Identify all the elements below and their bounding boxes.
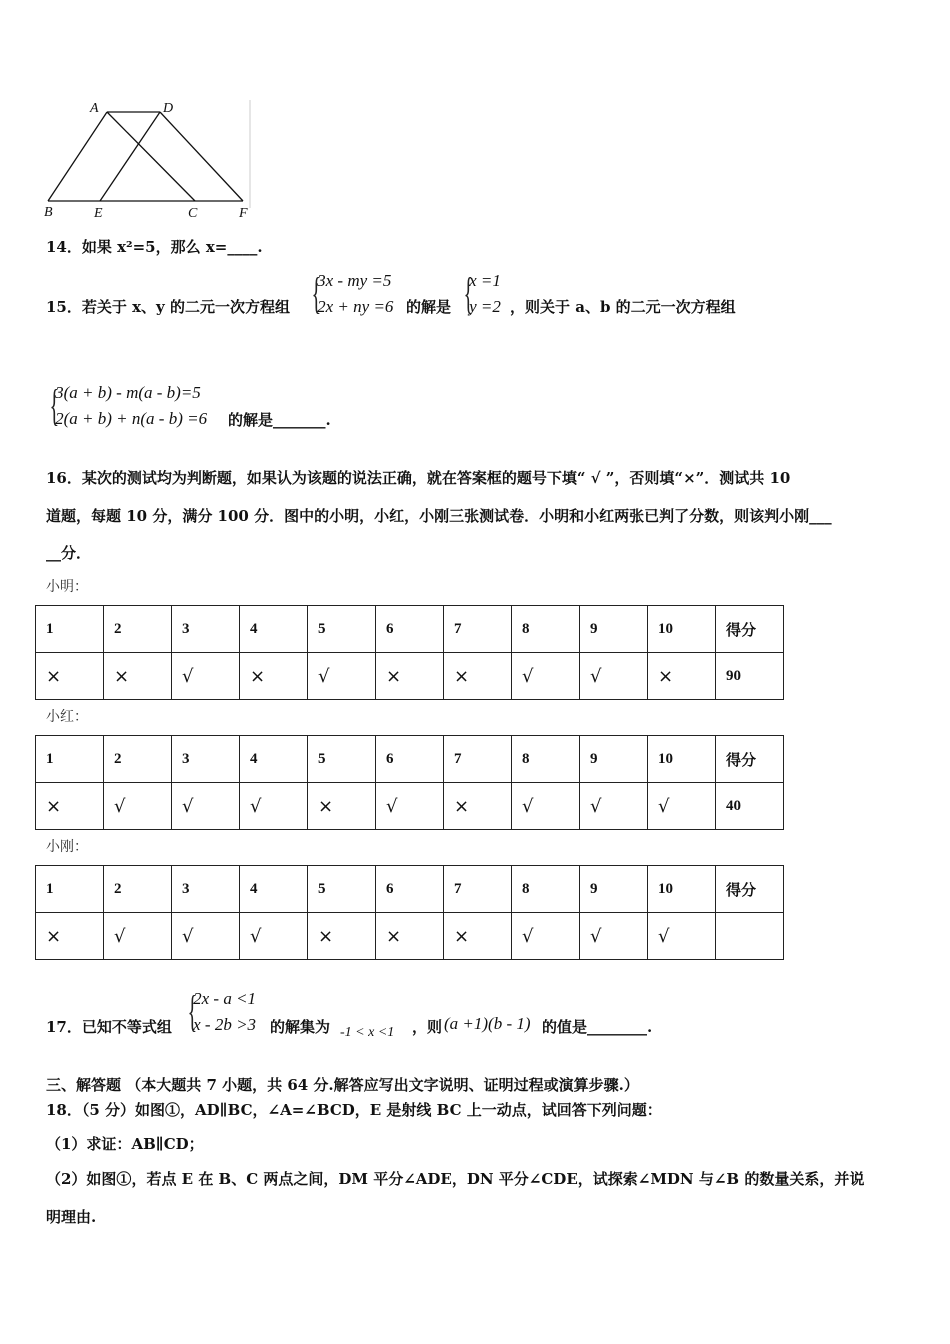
header-cell: 7 [444,736,512,783]
question-15-tail: 的解是_______. [228,411,331,429]
table-label-xiaohong: 小红： [46,709,88,725]
answer-cell: × [308,913,376,960]
q15-sys1-eq1: 3x - my =5 [317,271,392,290]
question-18-stem: 18．（5 分）如图①，AD∥BC，∠A=∠BCD，E 是射线 BC 上一动点，试回答下列问题： [46,1101,662,1119]
answer-cell: √ [172,913,240,960]
header-cell-score: 得分 [716,606,784,653]
table-header-row [36,866,784,913]
table-header-row [36,736,784,783]
answer-cell: × [444,913,512,960]
answer-cell: × [444,653,512,700]
answer-cell: × [376,653,444,700]
score-cell: 40 [716,783,784,830]
answer-cell: × [104,653,172,700]
question-15-mid: 的解是 [406,298,452,316]
header-cell: 4 [240,736,308,783]
header-cell-score: 得分 [716,736,784,783]
answer-cell: √ [376,783,444,830]
table-label-xiaogang: 小刚： [46,839,88,855]
segment-DF [160,112,243,201]
label-E: E [94,206,103,221]
answer-cell: √ [512,783,580,830]
answer-cell: √ [104,783,172,830]
answer-cell: × [36,913,104,960]
header-cell: 7 [444,866,512,913]
header-cell: 8 [512,866,580,913]
header-cell-score: 得分 [716,866,784,913]
question-17-prefix: 17．已知不等式组 [46,1018,172,1036]
answer-cell: √ [648,913,716,960]
score-cell: 90 [716,653,784,700]
header-cell: 5 [308,606,376,653]
header-cell: 10 [648,866,716,913]
answer-cell: × [648,653,716,700]
header-cell: 1 [36,606,104,653]
header-cell: 5 [308,866,376,913]
question-18-part1: （1）求证：AB∥CD； [46,1135,204,1153]
answer-cell: √ [240,783,308,830]
answer-cell: √ [580,783,648,830]
answer-cell: √ [512,653,580,700]
header-cell: 6 [376,866,444,913]
question-17-tail1: ，则 [412,1018,443,1036]
header-cell: 8 [512,736,580,783]
segment-AB [48,112,107,201]
header-cell: 3 [172,736,240,783]
q15-sys2-eq2: y =2 [469,297,501,316]
question-15-suffix: ，则关于 a、b 的二元一次方程组 [510,298,736,316]
question-18-part2a: （2）如图①，若点 E 在 B、C 两点之间，DM 平分∠ADE，DN 平分∠CDE，试探索∠MDN 与∠B 的数量关系，并说 [46,1170,865,1188]
question-17-expr: (a +1)(b - 1) [444,1014,531,1033]
header-cell: 1 [36,866,104,913]
question-18-part2b: 明理由. [46,1208,97,1226]
answer-cell: × [36,653,104,700]
header-cell: 8 [512,606,580,653]
header-cell: 4 [240,606,308,653]
q17-ineq2: x - 2b >3 [193,1015,257,1034]
label-D: D [163,101,174,116]
header-cell: 9 [580,736,648,783]
q17-ineq1: 2x - a <1 [193,989,257,1008]
q15-system-3 [38,380,207,432]
question-17-tail2: 的值是________. [542,1018,653,1036]
geometry-figure [40,98,255,223]
brace-icon: { [463,269,474,318]
label-B: B [44,205,53,220]
label-C: C [188,206,198,221]
header-cell: 10 [648,736,716,783]
question-16-line2: 道题，每题 10 分，满分 100 分．图中的小明，小红，小刚三张测试卷．小明和小红两张已判了分数，则该判小刚___ [46,507,832,525]
header-cell: 5 [308,736,376,783]
answer-cell: √ [648,783,716,830]
question-15-prefix: 15．若关于 x、y 的二元一次方程组 [46,298,290,316]
score-cell [716,913,784,960]
brace-icon: { [311,269,322,318]
table-answer-row [36,653,784,700]
answer-cell: √ [172,653,240,700]
answer-cell: √ [104,913,172,960]
header-cell: 4 [240,866,308,913]
answer-table-xiaohong [35,735,784,830]
q15-sys1-eq2: 2x + ny =6 [317,297,394,316]
header-cell: 9 [580,866,648,913]
header-cell: 2 [104,606,172,653]
table-answer-row [36,783,784,830]
table-header-row [36,606,784,653]
header-cell: 2 [104,866,172,913]
answer-cell: √ [240,913,308,960]
question-16-line1: 16．某次的测试均为判断题，如果认为该题的说法正确，就在答案框的题号下填“ √ ”，否则填“×”．测试共 10 [46,469,791,487]
answer-cell: × [376,913,444,960]
header-cell: 6 [376,736,444,783]
question-16-line3: __分． [46,544,92,562]
header-cell: 3 [172,866,240,913]
header-cell: 6 [376,606,444,653]
answer-cell: √ [580,653,648,700]
table-answer-row [36,913,784,960]
header-cell: 2 [104,736,172,783]
header-cell: 3 [172,606,240,653]
answer-cell: √ [512,913,580,960]
answer-cell: × [444,783,512,830]
section-title: 三、解答题 （本大题共 7 小题，共 64 分.解答应写出文字说明、证明过程或演算步骤.） [46,1076,639,1094]
label-A: A [90,101,99,116]
q15-sys2-eq1: x =1 [469,271,501,290]
brace-icon: { [187,987,198,1036]
q15-sys3-eq1: 3(a + b) - m(a - b)=5 [55,383,201,402]
table-label-xiaoming: 小明： [46,579,88,595]
header-cell: 10 [648,606,716,653]
header-cell: 1 [36,736,104,783]
q15-system-2 [452,268,501,320]
question-17-mid: 的解集为 [270,1018,331,1036]
q15-sys3-eq2: 2(a + b) + n(a - b) =6 [55,409,208,428]
question-14: 14．如果 x²=5，那么 x=____. [46,238,263,256]
label-F: F [239,206,248,221]
header-cell: 7 [444,606,512,653]
answer-cell: × [36,783,104,830]
header-cell: 9 [580,606,648,653]
answer-cell: × [308,783,376,830]
question-17-range: -1 < x <1 [340,1025,395,1040]
answer-cell: √ [580,913,648,960]
q17-system [176,986,256,1038]
answer-table-xiaoming [35,605,784,700]
answer-cell: √ [172,783,240,830]
answer-table-xiaogang [35,865,784,960]
brace-icon: { [49,381,60,430]
answer-cell: × [240,653,308,700]
q15-system-1 [300,268,393,320]
answer-cell: √ [308,653,376,700]
